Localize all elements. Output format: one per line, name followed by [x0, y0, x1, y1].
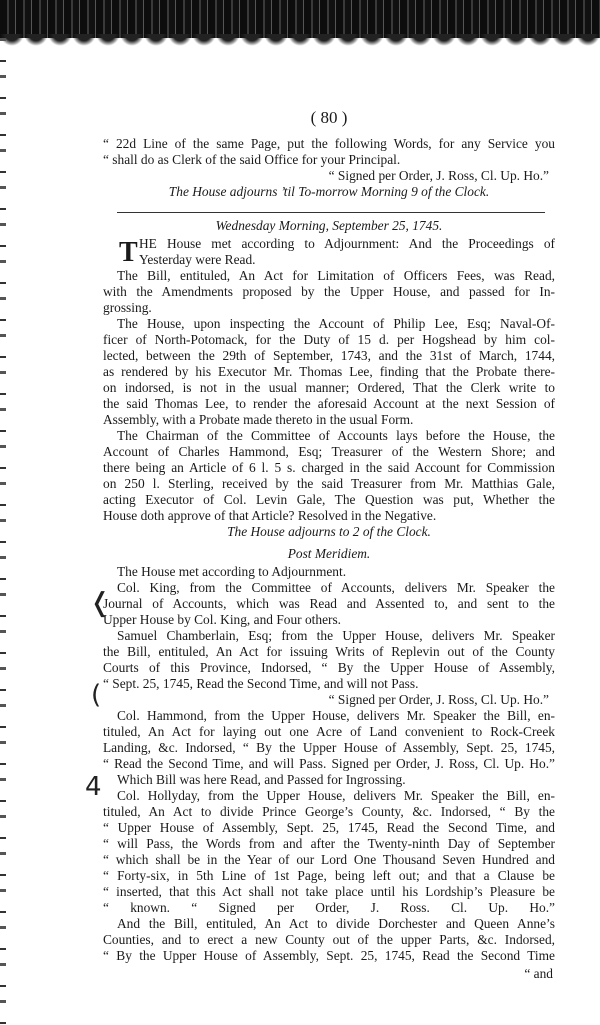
text-line: as rendered by his Executor Mr. Thomas Lee, finding that the Probate there- — [103, 364, 555, 379]
adjournment-line: The House adjourns to 2 of the Clock. — [227, 524, 431, 539]
handwritten-bracket-mark: ( — [91, 680, 102, 710]
text-line: Journal of Accounts, which was Read and Assented to, and sent to the — [103, 596, 555, 611]
text-line: “ inserted, that this Act shall not take place until his Lordship’s Pleasure be — [103, 884, 555, 899]
signature-line: “ Signed per Order, J. Ross, Cl. Up. Ho.” — [328, 692, 549, 707]
text-line: there being an Article of 6 l. 5 s. charged in the said Account for Commission — [103, 460, 555, 475]
text-line: Col. Hollyday, from the Upper House, delivers Mr. Speaker the Bill, en- — [117, 788, 555, 803]
text-line: Courts of this Province, Indorsed, “ By the Upper House of Assembly, — [103, 660, 555, 675]
text-line: Col. Hammond, from the Upper House, delivers Mr. Speaker the Bill, en- — [117, 708, 555, 723]
text-line: “ Upper House of Assembly, Sept. 25, 1745, Read the Second Time, and — [103, 820, 555, 835]
text-line: Assembly, with a Probate made thereto in the usual Form. — [103, 412, 414, 427]
text-line: And the Bill, entituled, An Act to divide Dorchester and Queen Anne’s — [117, 916, 555, 931]
text-line: House doth approve of that Article? Resolved in the Negative. — [103, 508, 437, 523]
text-line: tituled, An Act for laying out one Acre of Land convenient to Rock-Creek — [103, 724, 555, 739]
text-line: on indorsed, is not in the usual manner; Ordered, That the Clerk write to — [103, 380, 555, 395]
text-line: with the Amendments proposed by the Upper House, and passed for In- — [103, 284, 555, 299]
text-line: ficer of North-Potomack, for the Duty of 15 d. per Hogshead by him col- — [103, 332, 555, 347]
page-left-edge — [0, 38, 6, 1025]
text-line: Which Bill was here Read, and Passed for Ingrossing. — [117, 772, 406, 787]
text-line: The Bill, entituled, An Act for Limitation of Officers Fees, was Read, — [117, 268, 555, 283]
text-line: Account of Charles Hammond, Esq; Treasurer of the Western Shore; and — [103, 444, 555, 459]
text-line: tituled, An Act to divide Prince George’s County, &c. Indorsed, “ By the — [103, 804, 555, 819]
page-number: ( 80 ) — [310, 108, 348, 127]
text-line: “ 22d Line of the same Page, put the following Words, for any Service you — [103, 136, 555, 151]
text-line: grossing. — [103, 300, 152, 315]
text-line: Col. King, from the Committee of Accounts, delivers Mr. Speaker the — [117, 580, 555, 595]
text-line: the said Thomas Lee, to render the aforesaid Account at the next Session of — [103, 396, 555, 411]
text-line: Samuel Chamberlain, Esq; from the Upper House, delivers Mr. Speaker — [117, 628, 555, 643]
text-line: HE House met according to Adjournment: And the Proceedings of — [139, 236, 555, 251]
text-line: Landing, &c. Indorsed, “ By the Upper House of Assembly, Sept. 25, 1745, — [103, 740, 555, 755]
document-page — [85, 0, 555, 1025]
text-line: acting Executor of Col. Levin Gale, The Question was put, Whether the — [103, 492, 555, 507]
text-line: “ will Pass, the Words from and after the Twenty-ninth Day of September — [103, 836, 555, 851]
post-meridiem-heading: Post Meridiem. — [287, 546, 371, 561]
text-line: “ Read the Second Time, and will Pass. Signed per Order, J. Ross, Cl. Up. Ho.” — [103, 756, 555, 771]
handwritten-four-mark: 4 — [85, 772, 102, 802]
handwritten-bracket-mark: ❬ — [89, 588, 111, 618]
text-line: Upper House by Col. King, and Four others. — [103, 612, 342, 627]
catchword: “ and — [524, 966, 553, 981]
text-line: The Chairman of the Committee of Accounts lays before the House, the — [117, 428, 555, 443]
text-line: “ Forty-six, in 5th Line of 1st Page, being left out; and that a Clause be — [103, 868, 555, 883]
signature-line: “ Signed per Order, J. Ross, Cl. Up. Ho.” — [328, 168, 549, 183]
date-heading: Wednesday Morning, September 25, 1745. — [215, 218, 443, 233]
text-line: The House met according to Adjournment. — [117, 564, 347, 579]
text-line: Yesterday were Read. — [139, 252, 256, 267]
drop-cap: T — [119, 237, 138, 268]
text-line: The House, upon inspecting the Account of Philip Lee, Esq; Naval-Of- — [117, 316, 555, 331]
section-rule — [117, 212, 545, 213]
text-line: lected, between the 29th of September, 1743, and the 31st of March, 1744, — [103, 348, 555, 363]
text-line: “ shall do as Clerk of the said Office for your Principal. — [103, 152, 401, 167]
text-line: “ known. “ Signed per Order, J. Ross. Cl. Up. Ho.” — [103, 900, 555, 915]
text-line: “ By the Upper House of Assembly, Sept. 25, 1745, Read the Second Time — [103, 948, 555, 963]
text-line: “ which shall be in the Year of our Lord One Thousand Seven Hundred and — [103, 852, 555, 867]
text-line: “ Sept. 25, 1745, Read the Second Time, and will not Pass. — [103, 676, 419, 691]
text-line: Counties, and to erect a new County out of the upper Parts, &c. Indorsed, — [103, 932, 555, 947]
adjournment-line: The House adjourns ’til To-morrow Morning 9 of the Clock. — [168, 184, 490, 199]
text-line: on 250 l. Sterling, received by the said Treasurer from Mr. Matthias Gale, — [103, 476, 555, 491]
text-line: the Bill, entituled, An Act for issuing Writs of Replevin out of the County — [103, 644, 555, 659]
